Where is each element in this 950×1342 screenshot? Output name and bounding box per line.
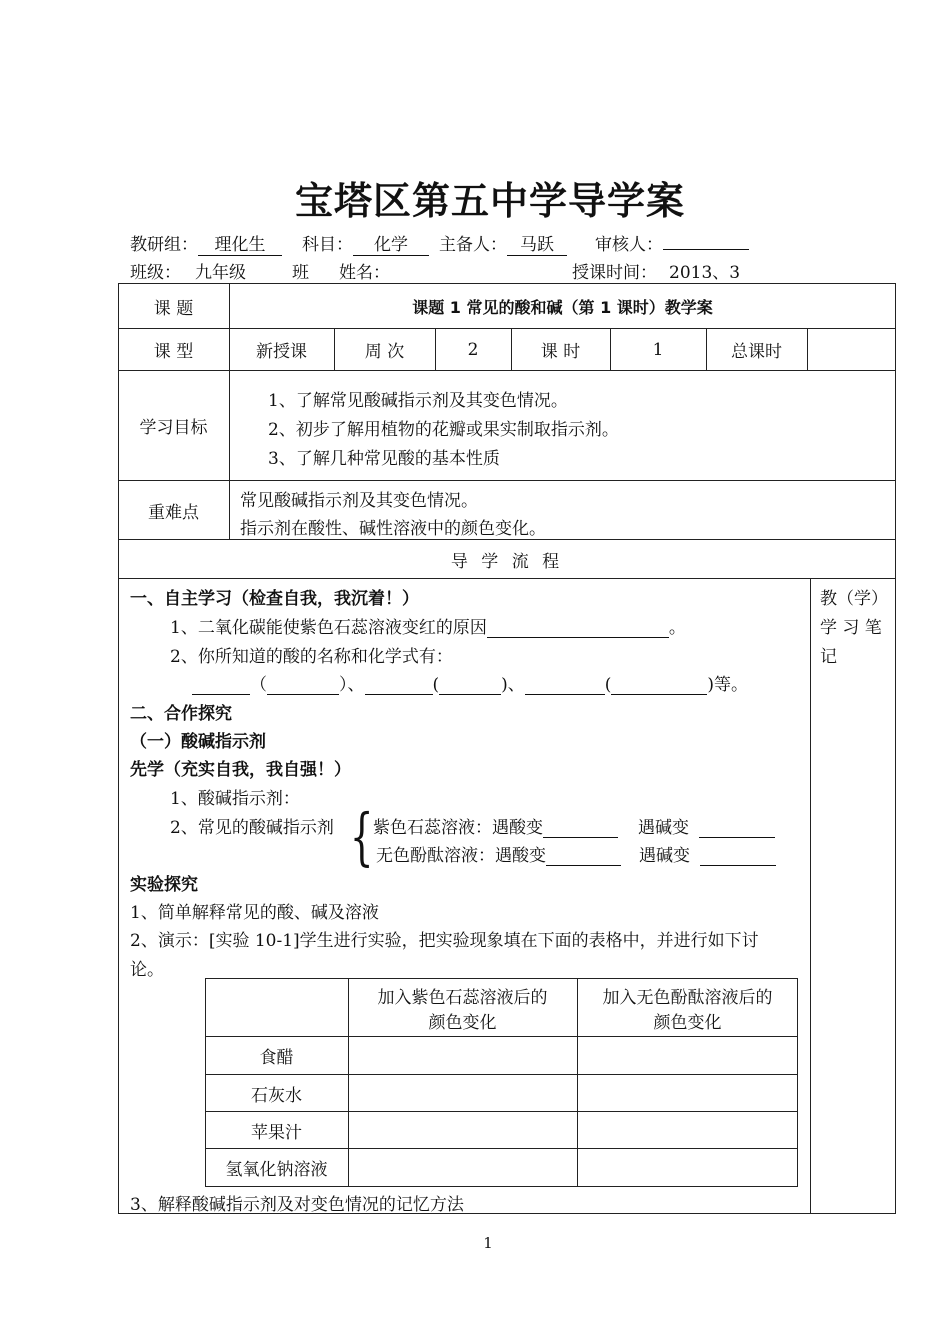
acid-blanks [192, 670, 748, 695]
answer-blank[interactable] [543, 819, 618, 838]
topic-value: 课题 1 常见的酸和碱（第 1 课时）教学案 [412, 297, 713, 317]
base-text: 遇碱变 [639, 846, 690, 866]
brace-icon: { [349, 800, 374, 873]
paren: )、 [501, 675, 525, 695]
experiment-item-2-cont: 论。 [130, 960, 164, 980]
table-row-label: 石灰水 [251, 1085, 302, 1106]
class-label: 班级： [130, 263, 181, 283]
row-divider [118, 578, 896, 579]
page-number: 1 [483, 1234, 493, 1252]
header-text: 颜色变化 [428, 1012, 497, 1033]
total-label: 总课时 [731, 342, 782, 362]
goals-label: 学习目标 [139, 418, 208, 438]
notes-label: 记 [820, 647, 837, 667]
litmus-line [373, 813, 775, 838]
answer-blank[interactable] [487, 619, 669, 638]
phenol-text: 无色酚酞溶液：遇酸变 [376, 846, 546, 866]
class-value: 九年级 [195, 263, 246, 283]
goal-item: 3、了解几种常见酸的基本性质 [268, 449, 500, 469]
paren: ( [432, 675, 440, 695]
question-2: 2、你所知道的酸的名称和化学式有： [170, 647, 453, 667]
goal-item: 2、初步了解用植物的花瓣或果实制取指示剂。 [268, 420, 619, 440]
group-label: 教研组： [130, 235, 198, 255]
ban-label: 班 [292, 263, 309, 283]
base-text: 遇碱变 [638, 818, 689, 838]
indicator-question-2: 2、常见的酸碱指示剂 [170, 818, 334, 838]
answer-blank[interactable] [611, 676, 707, 695]
table-row-label: 食醋 [259, 1048, 294, 1068]
table-row-label: 苹果汁 [251, 1122, 302, 1143]
time-label: 授课时间： [572, 263, 657, 283]
experiment-item-3: 3、解释酸碱指示剂及对变色情况的记忆方法 [130, 1195, 464, 1215]
group-field[interactable]: 理化生 [198, 235, 282, 256]
preparer-field[interactable]: 马跃 [507, 235, 567, 256]
question-1 [170, 613, 686, 638]
preparer-label: 主备人： [439, 235, 507, 255]
answer-blank[interactable] [192, 676, 250, 695]
reviewer-field[interactable] [663, 249, 749, 250]
type-value: 新授课 [256, 342, 307, 362]
paren: （ [250, 675, 267, 695]
meta-line-1 [130, 230, 749, 256]
week-label: 周 次 [364, 342, 405, 362]
page-title: 宝塔区第五中学导学案 [294, 179, 685, 223]
paren: ）、 [339, 675, 365, 695]
answer-blank[interactable] [546, 847, 621, 866]
answer-blank[interactable] [525, 676, 605, 695]
period-value: 1 [652, 339, 664, 360]
header-text: 加入无色酚酞溶液后的 [602, 987, 773, 1008]
key-point: 常见酸碱指示剂及其变色情况。 [240, 491, 478, 511]
paren: )等。 [707, 675, 749, 695]
row-divider [118, 480, 896, 481]
indicator-question-1: 1、酸碱指示剂： [170, 789, 300, 809]
flow-header: 导 学 流 程 [450, 551, 564, 572]
notes-divider [810, 578, 811, 1214]
week-value: 2 [467, 339, 479, 360]
answer-blank[interactable] [365, 676, 433, 695]
answer-blank[interactable] [439, 676, 501, 695]
key-label: 重难点 [148, 502, 199, 523]
header-litmus [348, 979, 577, 1036]
question-1-end: 。 [668, 618, 686, 638]
notes-label: 教（学） [820, 589, 888, 609]
name-label: 姓名： [339, 263, 390, 283]
subject-label: 科目： [302, 235, 353, 255]
section-1-heading: 一、自主学习（检查自我，我沉着！） [130, 589, 419, 609]
period-label: 课 时 [540, 342, 581, 362]
experiment-item-2: 2、演示：[实验 10-1]学生进行实验，把实验现象填在下面的表格中，并进行如下讨 [130, 931, 759, 951]
reviewer-label: 审核人： [595, 235, 663, 255]
meta-line-2 [130, 258, 740, 283]
key-point: 指示剂在酸性、碱性溶液中的颜色变化。 [240, 519, 546, 539]
answer-blank[interactable] [700, 847, 776, 866]
table-row-label: 氢氧化钠溶液 [225, 1160, 328, 1180]
row-divider [118, 370, 896, 371]
litmus-text: 紫色石蕊溶液：遇酸变 [373, 818, 543, 838]
subject-field[interactable]: 化学 [353, 235, 429, 256]
goal-item: 1、了解常见酸碱指示剂及其变色情况。 [268, 391, 568, 411]
answer-blank[interactable] [267, 676, 339, 695]
topic-label: 课 题 [153, 298, 194, 319]
notes-label: 学 习 笔 [820, 618, 882, 638]
section-2-subheading: （一）酸碱指示剂 [130, 732, 266, 752]
total-value [807, 329, 896, 370]
first-learn-heading: 先学（充实自我，我自强！） [130, 760, 351, 780]
experiment-item-1: 1、简单解释常见的酸、碱及溶液 [130, 903, 379, 923]
header-phenol [577, 979, 798, 1036]
time-value: 2013、3 [669, 263, 741, 283]
paren: ( [604, 675, 612, 695]
section-2-heading: 二、合作探究 [130, 704, 232, 724]
phenol-line [376, 841, 776, 866]
experiment-heading: 实验探究 [130, 875, 198, 895]
header-text: 加入紫色石蕊溶液后的 [377, 987, 548, 1008]
answer-blank[interactable] [699, 819, 775, 838]
question-1-text: 1、二氧化碳能使紫色石蕊溶液变红的原因 [170, 618, 487, 638]
header-text: 颜色变化 [653, 1012, 722, 1033]
type-label: 课 型 [153, 342, 194, 362]
